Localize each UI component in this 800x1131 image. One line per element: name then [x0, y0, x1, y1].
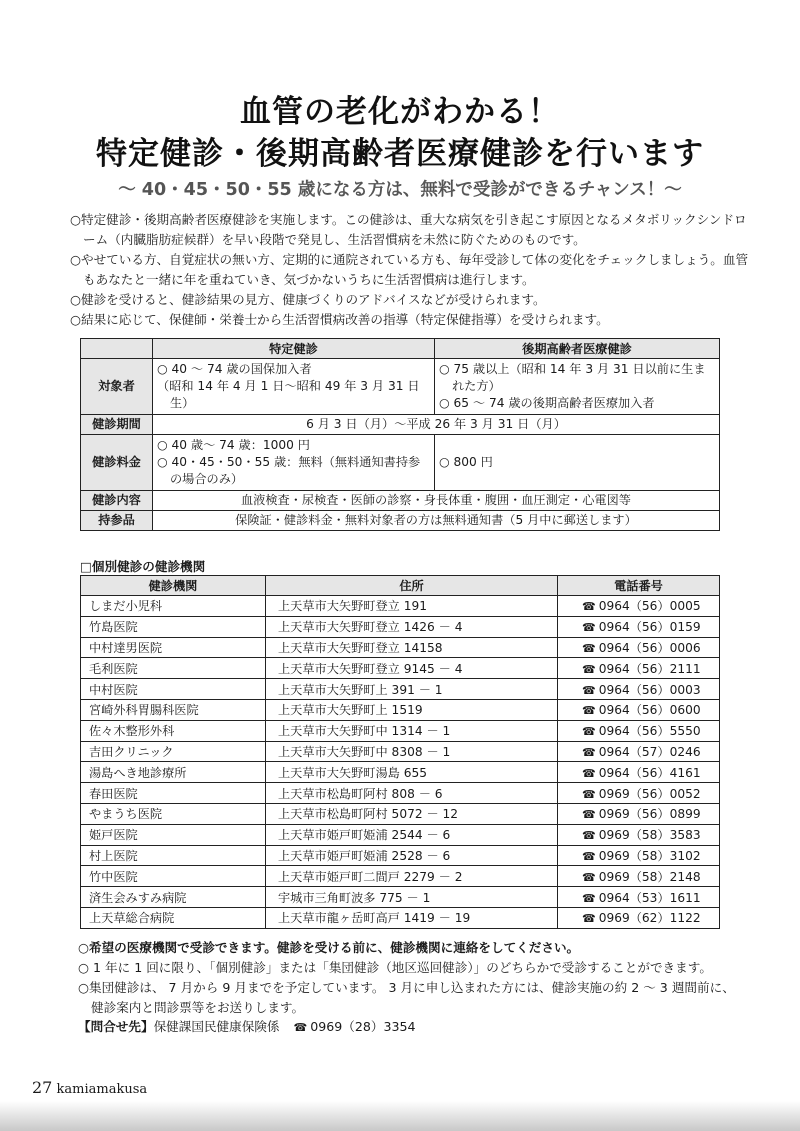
phone-icon: ☎	[582, 641, 596, 655]
table-row	[81, 679, 720, 700]
row-label-content: 健診内容	[81, 491, 153, 511]
clinic-tel: 0964（57）0246	[598, 744, 701, 759]
clinic-tel: 0964（56）0005	[598, 599, 701, 614]
table-row	[81, 720, 720, 741]
table-row	[81, 907, 720, 928]
phone-icon: ☎	[582, 621, 596, 635]
intro-paragraph: ○健診を受けると、健診結果の見方、健康づくりのアドバイスなどが受けられます。	[70, 292, 546, 307]
clinic-name: 春田医院	[81, 783, 266, 804]
clinic-name: 宮崎外科胃腸科医院	[81, 699, 266, 720]
note-bold: ○希望の医療機関で受診できます。健診を受ける前に、健診機関に連絡をしてください。	[78, 940, 580, 955]
clinic-address: 上天草市大矢野町中 1314 － 1	[266, 720, 558, 741]
table-row	[81, 887, 720, 908]
clinic-address: 上天草市大矢野町登立 1426 － 4	[266, 616, 558, 637]
notes	[78, 938, 738, 1018]
clinic-name: 村上医院	[81, 845, 266, 866]
clinic-name: しまだ小児科	[81, 596, 266, 617]
clinic-address: 上天草市大矢野町上 391 － 1	[266, 679, 558, 700]
clinic-address: 上天草市松島町阿村 808 － 6	[266, 783, 558, 804]
clinic-tel: 0969（58）3102	[598, 848, 701, 863]
clinic-tel: 0964（56）0003	[598, 682, 701, 697]
clinic-tel: 0964（56）0159	[598, 620, 701, 635]
target-kouki-line: ○ 75 歳以上（昭和 14 年 3 月 31 日以前に生まれた方）	[439, 362, 706, 393]
page-title-line1: 血管の老化がわかる！	[240, 94, 560, 130]
clinic-name: 竹島医院	[81, 616, 266, 637]
table-row	[81, 866, 720, 887]
clinic-name: 吉田クリニック	[81, 741, 266, 762]
contact-tel: 0969（28）3354	[310, 1019, 416, 1034]
intro-text	[70, 210, 750, 330]
intro-paragraph: ○結果に応じて、保健師・栄養士から生活習慣病改善の指導（特定保健指導）を受けられます。	[70, 312, 609, 327]
intro-paragraph: ○やせている方、自覚症状の無い方、定期的に通院されている方も、毎年受診して体の変化をチェックしましょう。血管もあなたと一緒に年を重ねていき、気づかないうちに生活習慣病は進行します。	[70, 252, 749, 287]
target-kouki-cell	[435, 359, 720, 415]
table-row	[81, 824, 720, 845]
table-row	[81, 699, 720, 720]
table-row	[81, 845, 720, 866]
phone-icon: ☎	[582, 891, 596, 905]
fee-tokutei-cell	[153, 435, 435, 491]
row-label-period: 健診期間	[81, 415, 153, 435]
clinic-tel-cell	[558, 866, 720, 887]
contact-label: 【問合せ先】	[78, 1019, 154, 1034]
clinic-tel-cell	[558, 596, 720, 617]
clinic-name: 毛利医院	[81, 658, 266, 679]
contact-dept: 保健課国民健康保険係	[153, 1019, 280, 1034]
page-title-line2: 特定健診・後期高齢者医療健診を行います	[96, 136, 704, 172]
clinic-tel-cell	[558, 637, 720, 658]
clinic-name: 佐々木整形外科	[81, 720, 266, 741]
table-row	[81, 803, 720, 824]
period-cell: 6 月 3 日（月）～平成 26 年 3 月 31 日（月）	[153, 415, 720, 435]
note: ○ 1 年に 1 回に限り、「個別健診」または「集団健診（地区巡回健診）」のどちらかで受診することができます。	[78, 960, 712, 975]
clinic-name: 済生会みすみ病院	[81, 887, 266, 908]
target-kouki-line: ○ 65 ～ 74 歳の後期高齢者医療加入者	[439, 396, 655, 410]
clinic-name: 湯島へき地診療所	[81, 762, 266, 783]
content-cell: 血液検査・尿検査・医師の診察・身長体重・腹囲・血圧測定・心電図等	[153, 491, 720, 511]
clinic-address: 上天草市大矢野町上 1519	[266, 699, 558, 720]
column-header-kouki: 後期高齢者医療健診	[435, 339, 720, 359]
column-header-tokutei: 特定健診	[153, 339, 435, 359]
clinic-tel-cell	[558, 845, 720, 866]
row-label-target: 対象者	[81, 359, 153, 415]
phone-icon: ☎	[582, 600, 596, 614]
clinic-tel: 0964（53）1611	[598, 890, 701, 905]
clinic-address: 上天草市大矢野町登立 9145 － 4	[266, 658, 558, 679]
clinic-address: 上天草市大矢野町登立 191	[266, 596, 558, 617]
clinic-address: 上天草市姫戸町姫浦 2528 － 6	[266, 845, 558, 866]
clinic-name: 姫戸医院	[81, 824, 266, 845]
clinics-header-name: 健診機関	[81, 576, 266, 596]
clinic-tel-cell	[558, 679, 720, 700]
phone-icon: ☎	[582, 849, 596, 863]
clinic-tel: 0964（56）0600	[598, 703, 701, 718]
clinic-tel-cell	[558, 616, 720, 637]
clinic-name: 竹中医院	[81, 866, 266, 887]
fee-kouki-cell: ○ 800 円	[435, 435, 720, 491]
clinic-tel-cell	[558, 907, 720, 928]
phone-icon: ☎	[582, 704, 596, 718]
phone-icon: ☎	[582, 745, 596, 759]
clinics-header-address: 住所	[266, 576, 558, 596]
contact-info	[78, 1016, 416, 1035]
clinics-table-body	[81, 596, 720, 929]
bottom-shadow	[0, 1101, 800, 1131]
clinic-name: 中村達男医院	[81, 637, 266, 658]
clinic-tel-cell	[558, 741, 720, 762]
phone-icon: ☎	[582, 683, 596, 697]
page-number: 27	[32, 1078, 53, 1097]
clinic-tel-cell	[558, 699, 720, 720]
clinic-address: 宇城市三角町波多 775 － 1	[266, 887, 558, 908]
phone-icon: ☎	[582, 829, 596, 843]
phone-icon: ☎	[582, 725, 596, 739]
page-subtitle: ～ 40・45・50・55 歳になる方は、無料で受診ができるチャンス！～	[118, 180, 682, 200]
items-cell: 保険証・健診料金・無料対象者の方は無料通知書（5 月中に郵送します）	[153, 511, 720, 531]
clinics-section-title: □個別健診の健診機関	[80, 559, 206, 574]
clinic-tel: 0964（56）0006	[598, 640, 701, 655]
clinic-tel: 0969（62）1122	[598, 911, 701, 926]
clinic-tel-cell	[558, 887, 720, 908]
note: ○集団健診は、 7 月から 9 月までを予定しています。 3 月に申し込まれた方には、健診実施の約 2 ～ 3 週間前に、健診案内と問診票等をお送りします。	[78, 980, 735, 1015]
clinic-tel: 0969（58）2148	[598, 869, 701, 884]
clinic-tel: 0964（56）4161	[598, 765, 701, 780]
summary-corner-cell	[81, 339, 153, 359]
clinic-address: 上天草市大矢野町登立 14158	[266, 637, 558, 658]
row-label-items: 持参品	[81, 511, 153, 531]
phone-icon: ☎	[293, 1021, 308, 1034]
page-footer	[32, 1078, 147, 1097]
table-row	[81, 616, 720, 637]
clinic-address: 上天草市松島町阿村 5072 － 12	[266, 803, 558, 824]
table-row	[81, 741, 720, 762]
clinic-tel-cell	[558, 783, 720, 804]
phone-icon: ☎	[582, 912, 596, 926]
table-row	[81, 637, 720, 658]
footer-brand: kamiamakusa	[56, 1082, 148, 1097]
clinic-tel: 0969（58）3583	[598, 828, 701, 843]
clinic-name: やまうち医院	[81, 803, 266, 824]
clinics-header-tel: 電話番号	[558, 576, 720, 596]
clinic-tel-cell	[558, 762, 720, 783]
clinics-table	[80, 575, 720, 929]
clinic-tel-cell	[558, 720, 720, 741]
row-label-fee: 健診料金	[81, 435, 153, 491]
clinic-address: 上天草市姫戸町姫浦 2544 － 6	[266, 824, 558, 845]
table-row	[81, 596, 720, 617]
clinic-address: 上天草市大矢野町中 8308 － 1	[266, 741, 558, 762]
clinic-tel: 0964（56）2111	[598, 661, 701, 676]
clinic-tel-cell	[558, 803, 720, 824]
clinic-tel-cell	[558, 824, 720, 845]
phone-icon: ☎	[582, 808, 596, 822]
clinic-address: 上天草市大矢野町湯島 655	[266, 762, 558, 783]
phone-icon: ☎	[582, 870, 596, 884]
clinic-tel: 0964（56）5550	[598, 724, 701, 739]
fee-tokutei-line: ○ 40 歳～ 74 歳：1000 円	[157, 438, 310, 452]
phone-icon: ☎	[582, 662, 596, 676]
target-tokutei-line: （昭和 14 年 4 月 1 日～昭和 49 年 3 月 31 日生）	[157, 379, 420, 410]
target-tokutei-line: ○ 40 ～ 74 歳の国保加入者	[157, 362, 312, 376]
clinic-address: 上天草市姫戸町二間戸 2279 － 2	[266, 866, 558, 887]
summary-table	[80, 338, 720, 531]
target-tokutei-cell	[153, 359, 435, 415]
table-row	[81, 762, 720, 783]
clinic-tel-cell	[558, 658, 720, 679]
clinic-name: 中村医院	[81, 679, 266, 700]
table-row	[81, 658, 720, 679]
clinic-address: 上天草市龍ヶ岳町高戸 1419 － 19	[266, 907, 558, 928]
clinic-tel: 0969（56）0899	[598, 807, 701, 822]
clinic-name: 上天草総合病院	[81, 907, 266, 928]
fee-tokutei-line: ○ 40・45・50・55 歳：無料（無料通知書持参の場合のみ）	[157, 455, 421, 486]
phone-icon: ☎	[582, 766, 596, 780]
clinic-tel: 0969（56）0052	[598, 786, 701, 801]
table-row	[81, 783, 720, 804]
phone-icon: ☎	[582, 787, 596, 801]
intro-paragraph: ○特定健診・後期高齢者医療健診を実施します。この健診は、重大な病気を引き起こす原因となるメタボリックシンドローム（内臓脂肪症候群）を早い段階で発見し、生活習慣病を未然に防ぐためのものです。	[70, 212, 747, 247]
